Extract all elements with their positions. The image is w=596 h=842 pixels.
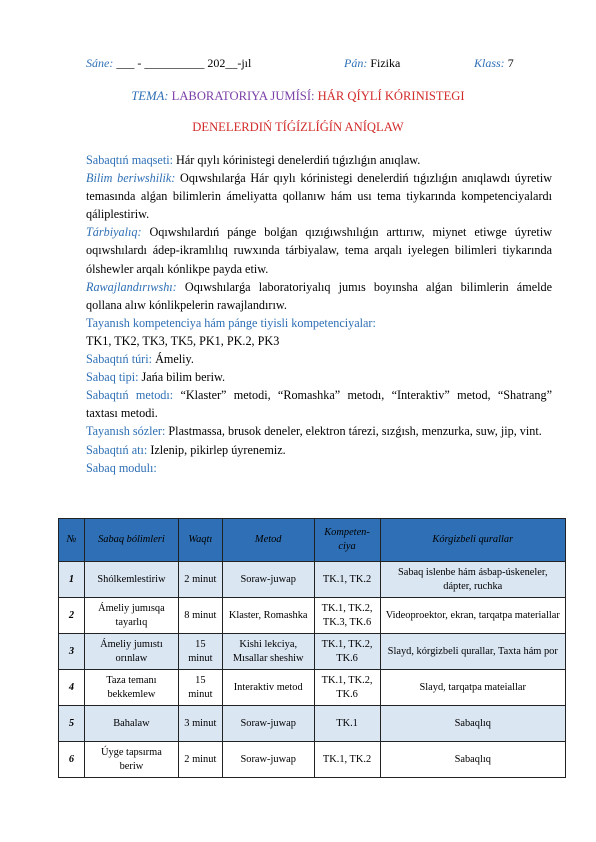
- theme-part-2: HÁR QÍYLÍ KÓRINISTEGI: [317, 89, 465, 103]
- header-lesson-parts: Sabaq bólimleri: [84, 519, 178, 562]
- section-lesson-kind: Sabaq tipi: Jańa bilim beriw.: [86, 370, 226, 385]
- class-field: [474, 56, 514, 71]
- date-label: Sáne:: [86, 56, 114, 70]
- header-time: Waqtı: [178, 519, 222, 562]
- header-competency: Kompeten-ciya: [314, 519, 380, 562]
- header-method: Metod: [222, 519, 314, 562]
- section-developmental: Rawajlandırıwshı: Oqıwshılarǵa laboratoriyalıq jumıs boyınsha alǵan bilimlerin ámelde qollana alıw kónlikpelerin rawajlandırıw.: [86, 279, 552, 312]
- section-module: Sabaq modulı:: [86, 460, 157, 475]
- table-row: 5 Bahalaw 3 minut Soraw-juwap TK.1 Sabaqlıq: [59, 706, 566, 742]
- theme-part-1: LABORATORIYA JUMÍSÍ:: [171, 89, 315, 103]
- table-row: 2 Ámeliy jumısqa tayarlıq 8 minut Klaster, Romashka TK.1, TK.2, TK.3, TK.6 Videoproektor, ekran, tarqatpa materiallar: [59, 598, 566, 634]
- subject-value: Fizika: [370, 56, 401, 70]
- date-field: [86, 56, 251, 71]
- section-goal: Sabaqtıń maqseti: Hár qıylı kórinistegi denelerdiń tıǵızlıǵın anıqlaw.: [86, 153, 421, 167]
- section-lesson-type: Sabaqtıń túri: Ámeliy.: [86, 352, 194, 367]
- date-value: ___ - __________ 202__-jıl: [116, 56, 252, 70]
- theme-part-3: DENELERDIŃ TÍǴÍZLÍǴÍN ANÍQLAW: [192, 120, 404, 134]
- lesson-module-table: [58, 518, 566, 778]
- header-number: №: [59, 519, 85, 562]
- section-keywords: Tayanısh sózler: Plastmassa, brusok deneler, elektron tárezi, sızǵısh, menzurka, suw, jip, vint.: [86, 424, 542, 439]
- subject-field: [344, 56, 400, 71]
- table-row: 6 Úyge tapsırma beriw 2 minut Soraw-juwap TK.1, TK.2 Sabaqlıq: [59, 742, 566, 778]
- table-row: 4 Taza temanı bekkemlew 15 minut Interaktiv metod TK.1, TK.2, TK.6 Slayd, tarqatpa mateiallar: [59, 670, 566, 706]
- subject-label: Pán:: [344, 56, 368, 70]
- table-row: 1 Shólkemlestiriw 2 minut Soraw-juwap TK.1, TK.2 Sabaq islenbe hám ásbap-úskeneler, dápter, ruchka: [59, 562, 566, 598]
- header-visual-aids: Kórgizbeli qurallar: [380, 519, 565, 562]
- class-value: 7: [507, 56, 514, 70]
- theme-title-line-2: [0, 120, 596, 135]
- section-competencies-heading: Tayanısh kompetenciya hám pánge tiyisli kompetenciyalar:: [86, 315, 376, 330]
- section-upbringing: Tárbiyalıq: Oqıwshılardıń pánge bolǵan qızıǵıwshılıǵın arttırıw, miynet etiwge úyretiw oqıwshılardı ádep-ikramlılıq ruwxında tárbiyalaw, tema arqalı iyelegen bilimleri tiykarında ólshewler arqalı kónlikpe payda etiw.: [86, 225, 553, 276]
- section-method: Sabaqtıń metodı: “Klaster” metodi, “Romashka” metodı, “Interaktiv” metod, “Shatrang” taxtası metodi.: [86, 388, 553, 421]
- section-lesson-name: Sabaqtıń atı: Izlenip, pikirlep úyrenemiz.: [86, 442, 286, 457]
- section-educational: Bilim beriwshilik: Oqıwshılarǵa Hár qıylı kórinistegi denelerdiń tıǵızlıǵın anıqlawdı úyretiw temasında alǵan bilimlerin ámeliyatta qollanıw hám usı tema tiykarında kompetenciyalardı qáliplestiriw.: [86, 171, 553, 222]
- section-competencies-list: TK1, TK2, TK3, TK5, PK1, PK.2, PK3: [86, 333, 280, 348]
- table-row: 3 Ámeliy jumıstı orınlaw 15 minut Kishi lekciya, Mısallar sheshiw TK.1, TK.2, TK.6 Slayd, kórgizbeli qurallar, Taxta hám por: [59, 634, 566, 670]
- lesson-description: [86, 151, 552, 477]
- table-header-row: [59, 519, 566, 562]
- theme-title: [0, 89, 596, 104]
- class-label: Klass:: [474, 56, 505, 70]
- theme-label: TEMA:: [131, 89, 169, 103]
- header-line: [86, 56, 526, 72]
